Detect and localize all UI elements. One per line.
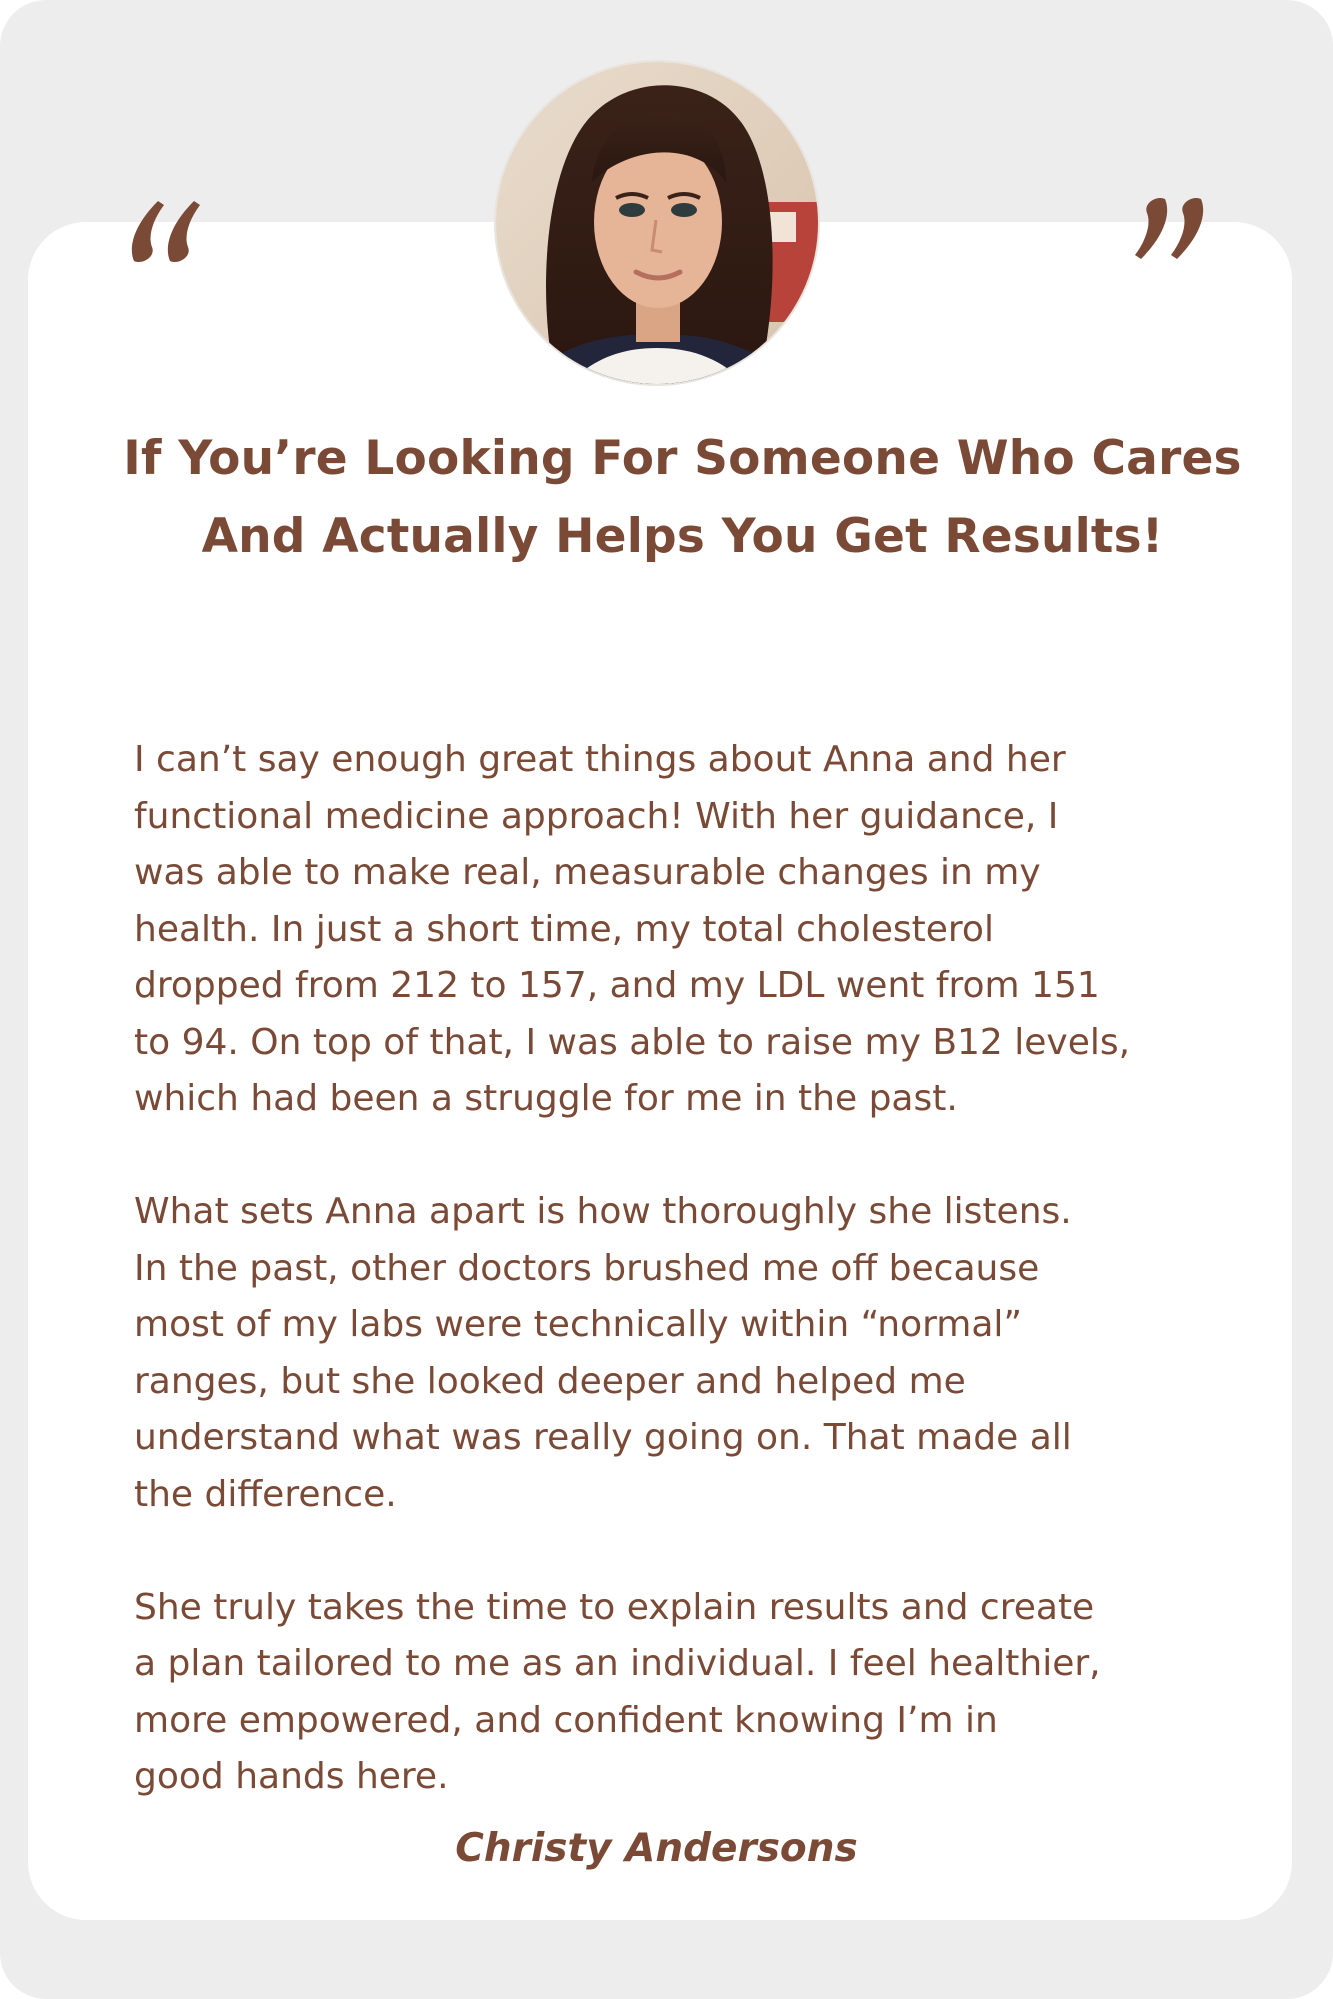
testimonial-author: Christy Andersons	[455, 1826, 858, 1871]
testimonial-paragraph-3: She truly takes the time to explain results and create a plan tailored to me as an individual. I feel healthier, more empowered, and confident knowing I’m in good hands here.	[134, 1586, 1101, 1797]
avatar-photo	[496, 62, 818, 384]
avatar	[496, 62, 818, 384]
open-quote-icon	[126, 195, 206, 265]
close-quote-icon	[1129, 195, 1209, 265]
testimonial-paragraph-1: I can’t say enough great things about Anna and her functional medicine approach! With her guidance, I was able to make real, measurable changes in my health. In just a short time, my total cholesterol dropped from 212 to 157, and my LDL went from 151 to 94. On top of that, I was able to raise my B12 levels, which had been a struggle for me in the past.	[134, 739, 1131, 1119]
testimonial-body	[134, 732, 1244, 1806]
testimonial-paragraph-2: What sets Anna apart is how thoroughly she listens. In the past, other doctors brushed me off because most of my labs were technically within “normal” ranges, but she looked deeper and helped me understand what was really going on. That made all the difference.	[134, 1191, 1072, 1515]
testimonial-headline: If You’re Looking For Someone Who Cares And Actually Helps You Get Results!	[123, 431, 1242, 564]
